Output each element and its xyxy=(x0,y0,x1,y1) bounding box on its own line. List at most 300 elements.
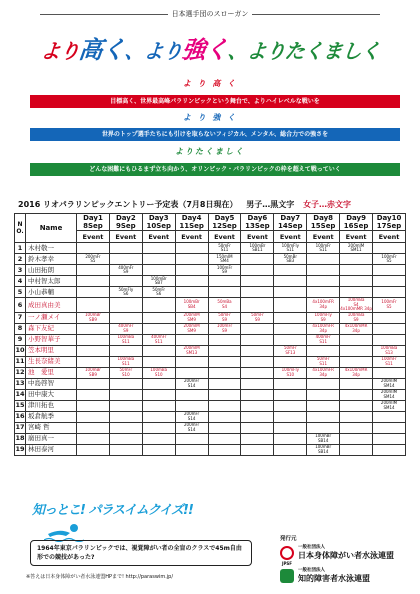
event-cell xyxy=(241,411,274,422)
event-cell xyxy=(77,444,110,455)
org1-logo-text: JPSF xyxy=(282,561,293,566)
event-cell xyxy=(241,378,274,389)
event-cell xyxy=(274,433,307,444)
event-cell xyxy=(307,389,340,400)
event-cell xyxy=(175,400,208,411)
table-row xyxy=(15,298,406,313)
event-cell: 4x100mFR 34p xyxy=(307,298,340,313)
org1-name: 日本身体障がい者水泳連盟 xyxy=(298,551,394,560)
quiz-question: 1964年東京パラリンピックでは、視覚障がい者の全盲のクラスで45m自由形での競技があった? xyxy=(30,540,252,566)
event-cell xyxy=(142,389,175,400)
table-row xyxy=(15,433,406,444)
day-date: 8Sep xyxy=(83,222,103,230)
event-cell xyxy=(274,422,307,433)
org2-logo-icon xyxy=(280,569,294,583)
event-cell: 200mFr S5 xyxy=(77,254,110,265)
event-cell: 50mFr S9 xyxy=(241,312,274,323)
schedule-table xyxy=(14,213,406,456)
event-cell: 400mFr S11 xyxy=(307,334,340,345)
publisher-label: 発行元 xyxy=(280,536,297,542)
event-header: Event xyxy=(373,231,406,243)
header xyxy=(40,9,380,19)
event-cell xyxy=(373,276,406,287)
event-cell xyxy=(175,444,208,455)
event-cell xyxy=(208,345,241,356)
jpsf-logo-icon xyxy=(280,546,294,560)
day-date: 13Sep xyxy=(245,222,270,230)
table-row xyxy=(15,323,406,334)
event-cell xyxy=(241,433,274,444)
event-cell xyxy=(340,433,373,444)
event-cell xyxy=(77,276,110,287)
event-cell xyxy=(208,356,241,367)
event-cell xyxy=(77,265,110,276)
section-heading: よ り 強 く xyxy=(182,113,238,122)
event-cell xyxy=(241,400,274,411)
event-cell xyxy=(307,411,340,422)
event-cell xyxy=(109,422,142,433)
day-date: 10Sep xyxy=(146,222,171,230)
event-cell: 200mIM SM9 xyxy=(175,312,208,323)
event-cell xyxy=(241,323,274,334)
day-label: Day2 xyxy=(115,214,136,222)
event-cell xyxy=(175,265,208,276)
event-cell xyxy=(274,411,307,422)
athlete-no: 4 xyxy=(15,276,26,287)
event-cell xyxy=(241,254,274,265)
event-cell xyxy=(208,367,241,378)
slogan-part: より xyxy=(39,39,80,63)
event-cell: 4x100mFR 34p xyxy=(307,367,340,378)
section-text: 世界のトップ選手たちにも引けを取らないフィジカル、メンタル、総合力での強さを xyxy=(30,128,400,141)
athlete-name: 森下友紀 xyxy=(26,323,77,334)
event-cell: 100mFr S5 xyxy=(373,298,406,313)
legend-male: 男子…黒文字 xyxy=(246,200,295,209)
athlete-no: 16 xyxy=(15,412,25,421)
event-cell: 100mBa S9 xyxy=(340,312,373,323)
event-cell xyxy=(142,444,175,455)
event-cell xyxy=(175,433,208,444)
event-cell: 100mBr SB9 xyxy=(77,312,110,323)
event-cell xyxy=(241,334,274,345)
schedule-header-row xyxy=(15,214,406,231)
event-header: Event xyxy=(142,231,175,243)
table-row xyxy=(15,276,406,287)
event-cell: 50mFr S9 xyxy=(208,312,241,323)
event-cell xyxy=(373,367,406,378)
event-cell xyxy=(175,276,208,287)
athlete-no: 7 xyxy=(15,312,26,323)
event-cell xyxy=(241,345,274,356)
event-cell: 200mIM SM14 xyxy=(373,389,406,400)
event-cell xyxy=(340,287,373,298)
event-cell: 100mBr SB7 xyxy=(142,276,175,287)
section-heading: よ り 高 く xyxy=(182,79,238,88)
event-cell xyxy=(274,323,307,334)
table-row xyxy=(15,367,406,378)
day-label: Day3 xyxy=(148,214,169,222)
athlete-name: 鈴木孝幸 xyxy=(26,254,77,265)
athlete-no: 13 xyxy=(15,379,25,388)
header-title: 日本選手団のスローガン xyxy=(168,10,253,18)
event-cell: 100mBa S4 4x100mMR 34p xyxy=(340,297,372,311)
athlete-no: 11 xyxy=(15,357,25,366)
event-cell xyxy=(241,444,274,455)
org2-sub: 一般社団法人 xyxy=(298,568,325,573)
table-row xyxy=(15,389,406,400)
day-header xyxy=(142,214,175,231)
event-cell xyxy=(340,276,373,287)
event-cell xyxy=(109,400,142,411)
event-cell xyxy=(109,411,142,422)
day-label: Day6 xyxy=(247,214,268,222)
table-row xyxy=(15,254,406,265)
event-cell xyxy=(175,334,208,345)
event-cell: 4x100mFR 34p xyxy=(307,323,340,334)
event-cell xyxy=(373,334,406,345)
event-cell xyxy=(241,367,274,378)
event-cell xyxy=(175,243,208,254)
event-cell xyxy=(109,243,142,254)
event-cell xyxy=(175,287,208,298)
event-cell: 100mBr SB14 xyxy=(307,444,340,455)
schedule-body xyxy=(15,243,406,456)
event-cell xyxy=(175,389,208,400)
event-cell: 4x100mMR 34p xyxy=(340,323,373,334)
event-cell xyxy=(77,243,110,254)
table-row xyxy=(15,444,406,455)
event-cell xyxy=(77,378,110,389)
athlete-name: 一ノ瀬メイ xyxy=(26,312,77,323)
event-cell xyxy=(274,356,307,367)
event-cell xyxy=(373,243,406,254)
event-cell xyxy=(142,433,175,444)
event-cell: 100mFly S10 xyxy=(274,367,307,378)
event-cell xyxy=(208,276,241,287)
event-cell xyxy=(208,287,241,298)
event-header: Event xyxy=(208,231,241,243)
event-cell xyxy=(241,265,274,276)
event-cell xyxy=(109,298,142,313)
legend-female: 女子…赤文字 xyxy=(303,200,352,209)
event-cell xyxy=(142,243,175,254)
athlete-no: 1 xyxy=(15,243,26,254)
event-header: Event xyxy=(109,231,142,243)
day-date: 16Sep xyxy=(343,222,369,230)
athlete-no: 10 xyxy=(15,346,25,355)
event-cell xyxy=(109,378,142,389)
event-cell xyxy=(274,265,307,276)
event-cell xyxy=(77,323,110,334)
event-cell: 50mFr SF13 xyxy=(274,345,307,356)
day-header xyxy=(340,214,373,231)
event-cell xyxy=(208,422,241,433)
event-cell: 4x100mMR 34p xyxy=(340,367,373,378)
athlete-name: 坂倉航季 xyxy=(26,411,77,422)
event-header: Event xyxy=(77,231,110,243)
athlete-no: 6 xyxy=(15,298,26,313)
event-cell xyxy=(175,356,208,367)
publisher xyxy=(280,534,394,584)
event-cell xyxy=(109,276,142,287)
slogan-part: 強く xyxy=(179,36,229,64)
event-cell: 200mFr S14 xyxy=(175,378,208,389)
event-cell xyxy=(208,411,241,422)
table-row xyxy=(15,345,406,356)
event-cell: 400mFr S9 xyxy=(109,323,142,334)
event-cell xyxy=(274,276,307,287)
athlete-no: 8 xyxy=(15,323,26,334)
event-cell xyxy=(142,298,175,313)
event-cell xyxy=(373,312,406,323)
event-cell xyxy=(340,334,373,345)
event-cell: 100mFr S5 xyxy=(373,254,406,265)
day-header xyxy=(175,214,208,231)
athlete-name: 山田拓朗 xyxy=(26,265,77,276)
swimmer-icon xyxy=(44,522,84,542)
no-header: N O. xyxy=(15,214,26,243)
event-cell: 100mFr S9 xyxy=(208,323,241,334)
event-cell xyxy=(373,287,406,298)
event-header: Event xyxy=(175,231,208,243)
org2-name: 知的障害者水泳連盟 xyxy=(298,574,370,583)
event-cell xyxy=(142,345,175,356)
event-cell xyxy=(175,254,208,265)
event-cell: 100mFr S11 xyxy=(373,356,406,367)
day-label: Day1 xyxy=(83,214,103,222)
section-text: 目標高く、世界最高峰パラリンピックという舞台で、よりハイレベルな戦いを xyxy=(30,95,400,108)
event-cell xyxy=(77,287,110,298)
table-row xyxy=(15,312,406,323)
day-header xyxy=(373,214,406,231)
athlete-no: 3 xyxy=(15,265,26,276)
event-cell xyxy=(241,356,274,367)
day-header xyxy=(77,214,110,231)
event-cell: 50mFr S11 xyxy=(208,243,241,254)
event-cell xyxy=(340,378,373,389)
day-label: Day4 xyxy=(181,214,202,222)
day-header xyxy=(241,214,274,231)
day-header xyxy=(274,214,307,231)
day-label: Day9 xyxy=(346,214,366,222)
event-header: Event xyxy=(340,231,373,243)
day-header xyxy=(109,214,142,231)
event-cell: 100mBa S10 xyxy=(142,367,175,378)
event-cell xyxy=(274,312,307,323)
table-row xyxy=(15,334,406,345)
slogan xyxy=(0,30,420,65)
event-cell: 100mBr SB4 xyxy=(175,298,208,313)
event-cell xyxy=(340,444,373,455)
event-cell xyxy=(307,287,340,298)
event-cell: 50mFly S6 xyxy=(109,287,142,298)
event-cell xyxy=(307,276,340,287)
table-row xyxy=(15,411,406,422)
event-cell: 100mBr SB11 xyxy=(241,243,274,254)
event-cell xyxy=(142,323,175,334)
athlete-name: 宮崎 哲 xyxy=(26,422,77,433)
event-cell xyxy=(142,356,175,367)
athlete-no: 2 xyxy=(15,254,26,265)
day-date: 12Sep xyxy=(212,222,237,230)
event-cell xyxy=(307,345,340,356)
event-cell: 50mFr S10 xyxy=(109,367,142,378)
event-cell xyxy=(307,265,340,276)
name-header: Name xyxy=(26,214,77,243)
event-cell: 50mFr S11 xyxy=(307,356,340,367)
event-cell: 100mBa S11 xyxy=(109,334,142,345)
quiz-note: ※答えは日本身体障がい者水泳連盟HPまで! http://paraswim.jp/ xyxy=(26,574,174,580)
event-cell: 100mFr S9 xyxy=(208,265,241,276)
event-cell: 100mBr SB9 xyxy=(77,367,110,378)
event-cell xyxy=(340,400,373,411)
event-header: Event xyxy=(274,231,307,243)
table-row xyxy=(15,422,406,433)
event-header: Event xyxy=(307,231,340,243)
event-cell xyxy=(208,378,241,389)
event-cell: 200mIM SM13 xyxy=(175,345,208,356)
event-cell: 100mFr S11 xyxy=(307,243,340,254)
event-cell xyxy=(340,411,373,422)
event-cell xyxy=(142,265,175,276)
athlete-name: 成田真由美 xyxy=(26,298,77,313)
athlete-name: 小野智華子 xyxy=(26,334,77,345)
event-cell xyxy=(77,356,110,367)
athlete-name: 林田泰河 xyxy=(26,444,77,455)
athlete-name: 田中康大 xyxy=(26,389,77,400)
event-cell: 400mFr S11 xyxy=(142,334,175,345)
athlete-no: 14 xyxy=(15,390,25,399)
table-row xyxy=(15,265,406,276)
event-cell xyxy=(274,389,307,400)
event-cell xyxy=(373,411,406,422)
event-cell xyxy=(340,389,373,400)
event-cell xyxy=(241,422,274,433)
event-cell xyxy=(175,367,208,378)
event-cell xyxy=(241,298,274,313)
event-cell xyxy=(274,378,307,389)
event-cell xyxy=(307,422,340,433)
athlete-no: 15 xyxy=(15,401,25,410)
event-cell xyxy=(77,389,110,400)
day-date: 11Sep xyxy=(179,222,204,230)
schedule-title-row xyxy=(18,199,351,210)
event-cell xyxy=(340,254,373,265)
athlete-no: 19 xyxy=(15,445,25,454)
athlete-no: 18 xyxy=(15,434,25,443)
day-label: Day7 xyxy=(280,214,301,222)
event-cell xyxy=(241,389,274,400)
table-row xyxy=(15,243,406,254)
event-cell xyxy=(340,265,373,276)
event-cell xyxy=(340,345,373,356)
event-cell xyxy=(77,433,110,444)
event-cell xyxy=(109,444,142,455)
event-cell xyxy=(142,378,175,389)
event-cell xyxy=(274,334,307,345)
slogan-part: 、より xyxy=(226,39,286,63)
event-cell: 100mFly S11 xyxy=(274,243,307,254)
event-cell xyxy=(142,411,175,422)
event-cell xyxy=(241,287,274,298)
event-cell xyxy=(274,444,307,455)
event-cell xyxy=(307,378,340,389)
event-cell: 200mFr S14 xyxy=(175,422,208,433)
athlete-name: 木村敬一 xyxy=(26,243,77,254)
table-row xyxy=(15,400,406,411)
day-header xyxy=(307,214,340,231)
event-cell: 400mFr S9 xyxy=(109,265,142,276)
event-cell: 150mIM SM4 xyxy=(208,254,241,265)
athlete-no: 9 xyxy=(15,334,26,345)
event-header: Event xyxy=(241,231,274,243)
event-cell xyxy=(77,334,110,345)
section-text: どんな困難にもひるまず立ち向かう、オリンピック・パラリンピックの枠を超えて戦っていく xyxy=(30,163,400,176)
day-date: 17Sep xyxy=(376,222,402,230)
event-cell: 200mIM SM14 xyxy=(373,378,406,389)
event-cell xyxy=(208,433,241,444)
event-cell xyxy=(109,433,142,444)
event-cell xyxy=(142,400,175,411)
athlete-name: 笠本明里 xyxy=(26,345,77,356)
slogan-part: 高く xyxy=(76,36,126,64)
event-cell xyxy=(109,254,142,265)
day-date: 15Sep xyxy=(310,222,336,230)
slogan-part: たくましく xyxy=(283,39,381,63)
event-cell: 100mBr SB14 xyxy=(307,433,340,444)
athlete-name: 池 愛里 xyxy=(26,367,77,378)
event-cell xyxy=(340,422,373,433)
section-heading: よりたくましく xyxy=(175,147,245,156)
event-cell: 100mBa S11 xyxy=(109,356,142,367)
slogan-part: 、より xyxy=(123,39,183,63)
day-label: Day8 xyxy=(313,214,334,222)
event-cell xyxy=(208,389,241,400)
athlete-name: 生長奈緒美 xyxy=(26,356,77,367)
event-cell xyxy=(241,276,274,287)
athlete-name: 廣田真一 xyxy=(26,433,77,444)
event-cell xyxy=(307,254,340,265)
event-cell: 50mBr SB3 xyxy=(274,254,307,265)
event-cell: 100mBa S13 xyxy=(373,345,406,356)
athlete-no: 5 xyxy=(15,287,26,298)
event-cell: 200mFr S14 xyxy=(175,411,208,422)
event-cell: 100mFly S9 xyxy=(307,312,340,323)
event-cell xyxy=(307,400,340,411)
event-cell xyxy=(373,433,406,444)
table-row xyxy=(15,378,406,389)
event-cell xyxy=(373,422,406,433)
event-cell: 200mIM SM9 xyxy=(175,323,208,334)
event-cell xyxy=(373,444,406,455)
event-cell xyxy=(142,254,175,265)
day-date: 14Sep xyxy=(278,222,303,230)
event-cell xyxy=(208,400,241,411)
event-cell xyxy=(208,444,241,455)
day-label: Day5 xyxy=(214,214,235,222)
event-cell: 50mFr S6 xyxy=(142,287,175,298)
event-cell xyxy=(77,298,110,313)
event-cell: 200mIM SM11 xyxy=(340,243,373,254)
event-cell xyxy=(340,356,373,367)
event-cell: 50mBa S4 xyxy=(208,298,241,313)
athlete-name: 津川拓也 xyxy=(26,400,77,411)
event-cell xyxy=(109,345,142,356)
table-row xyxy=(15,287,406,298)
event-cell xyxy=(274,400,307,411)
event-cell xyxy=(274,287,307,298)
day-label: Day10 xyxy=(376,214,402,222)
